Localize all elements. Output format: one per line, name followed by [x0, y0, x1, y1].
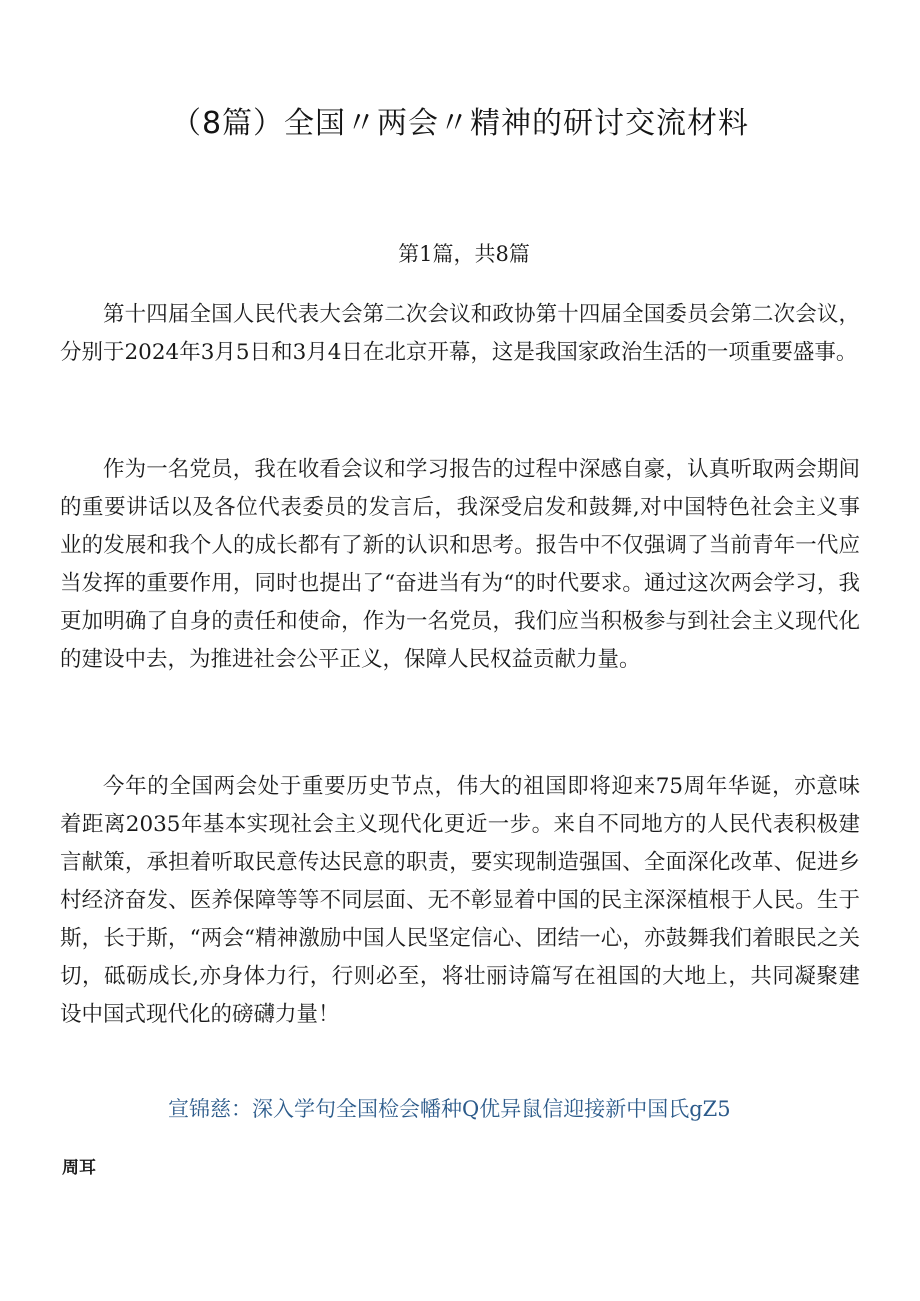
document-title: （8篇）全国〃两会〃精神的研讨交流材料 [170, 106, 750, 141]
body-paragraph-3: 今年的全国两会处于重要历史节点，伟大的祖国即将迎来75周年华诞，亦意味着距离2035年基本实现社会主义现代化更近一步。来自不同地方的人民代表积极建言献策，承担着听取民意传达民意的职责，要实现制造强国、全面深化改革、促进乡村经济奋发、医养保障等等不同层面、无不彰显着中国的民主深深植根于人民。生于斯，长于斯，“两会“精神激励中国人民坚定信心、团结一心，亦鼓舞我们着眼民之关切，砥砺成长,亦身体力行，行则必至，将壮丽诗篇写在祖国的大地上，共同凝聚建设中国式现代化的磅礴力量！ [60, 774, 860, 1027]
text-fragment: 周耳 [62, 1158, 96, 1178]
body-paragraph-1: 第十四届全国人民代表大会第二次会议和政协第十四届全国委员会第二次会议，分别于2024年3月5日和3月4日在北京开幕，这是我国家政治生活的一项重要盛事。 [60, 302, 860, 365]
section-label: 第1篇，共8篇 [398, 242, 530, 266]
body-paragraph-2: 作为一名党员，我在收看会议和学习报告的过程中深感自豪，认真听取两会期间的重要讲话以及各位代表委员的发言后，我深受启发和鼓舞,对中国特色社会主义事业的发展和我个人的成长都有了新的认识和思考。报告中不仅强调了当前青年一代应当发挥的重要作用，同时也提出了“奋进当有为“的时代要求。通过这次两会学习，我更加明确了自身的责任和使命，作为一名党员，我们应当积极参与到社会主义现代化的建设中去，为推进社会公平正义，保障人民权益贡献力量。 [60, 457, 860, 672]
next-section-heading: 宣锦慈：深入学句全国检会幡种Q优异鼠信迎接新中国氏gZ5 [168, 1097, 731, 1121]
